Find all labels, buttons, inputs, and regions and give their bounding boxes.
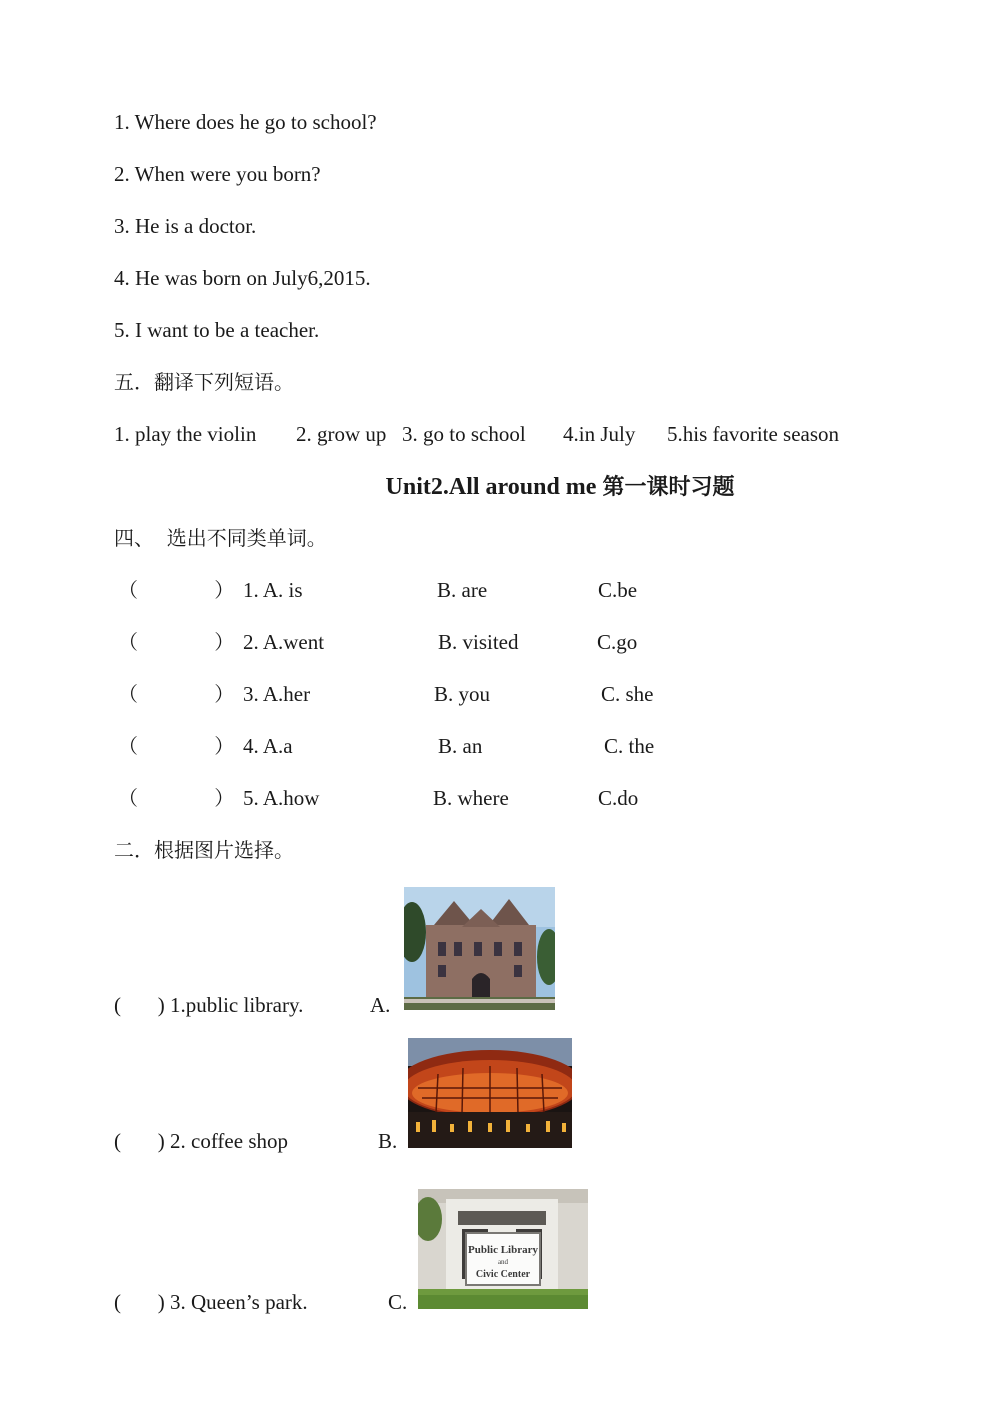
answer-blank[interactable]: （ ） [118,786,235,810]
stadium-picture-b [408,1038,572,1148]
answer-blank[interactable]: （ ） [118,630,235,654]
question-2: 2. When were you born? [114,162,321,186]
option-c: C. she [601,682,654,706]
option-c: C. the [604,734,655,758]
section-4-heading: 四、 选出不同类单词。 [114,526,327,550]
option-a: 5. A.how [243,786,320,810]
option-b: B. where [433,786,509,810]
unit-title-en: Unit2.All around me [385,474,597,500]
item-label: 3. Queen’s park. [170,1290,308,1314]
phrase-4: 4.in July [563,422,636,446]
question-3: 3. He is a doctor. [114,214,257,238]
option-letter-b: B. [378,1129,398,1153]
sign-line-2: and [497,1258,509,1266]
option-b: B. are [437,578,488,602]
option-a: 1. A. is [243,578,303,602]
unit-title-cn: 第一课时习题 [602,475,735,500]
option-c: C.do [598,786,639,810]
answer-blank[interactable]: ( ) [114,1129,165,1153]
phrase-2: 2. grow up [296,422,387,446]
option-b: B. an [438,734,483,758]
item-label: 2. coffee shop [170,1129,288,1153]
sign-line-1: Public Library [468,1244,538,1256]
phrase-3: 3. go to school [402,422,526,446]
section-2-heading: 二．根据图片选择。 [114,838,294,862]
question-5: 5. I want to be a teacher. [114,318,320,342]
item-label: 1.public library. [170,993,304,1017]
unit-title [0,470,992,501]
option-a: 2. A.went [243,630,325,654]
phrase-1: 1. play the violin [114,422,257,446]
option-a: 4. A.a [243,734,293,758]
phrase-5: 5.his favorite season [667,422,840,446]
option-b: B. visited [438,630,519,654]
sign-line-3: Civic Center [475,1269,531,1280]
option-c: C.be [598,578,638,602]
library-sign-picture-c [418,1189,588,1309]
option-a: 3. A.her [243,682,311,706]
option-b: B. you [434,682,491,706]
option-letter-c: C. [388,1290,408,1314]
answer-blank[interactable]: ( ) [114,993,165,1017]
option-letter-a: A. [370,993,391,1017]
question-1: 1. Where does he go to school? [114,110,377,134]
section-5-heading: 五．翻译下列短语。 [114,370,294,394]
building-picture-a [404,887,555,1010]
option-c: C.go [597,630,638,654]
question-4: 4. He was born on July6,2015. [114,266,371,290]
answer-blank[interactable]: （ ） [118,682,235,706]
answer-blank[interactable]: （ ） [118,578,235,602]
answer-blank[interactable]: （ ） [118,734,235,758]
answer-blank[interactable]: ( ) [114,1290,165,1314]
